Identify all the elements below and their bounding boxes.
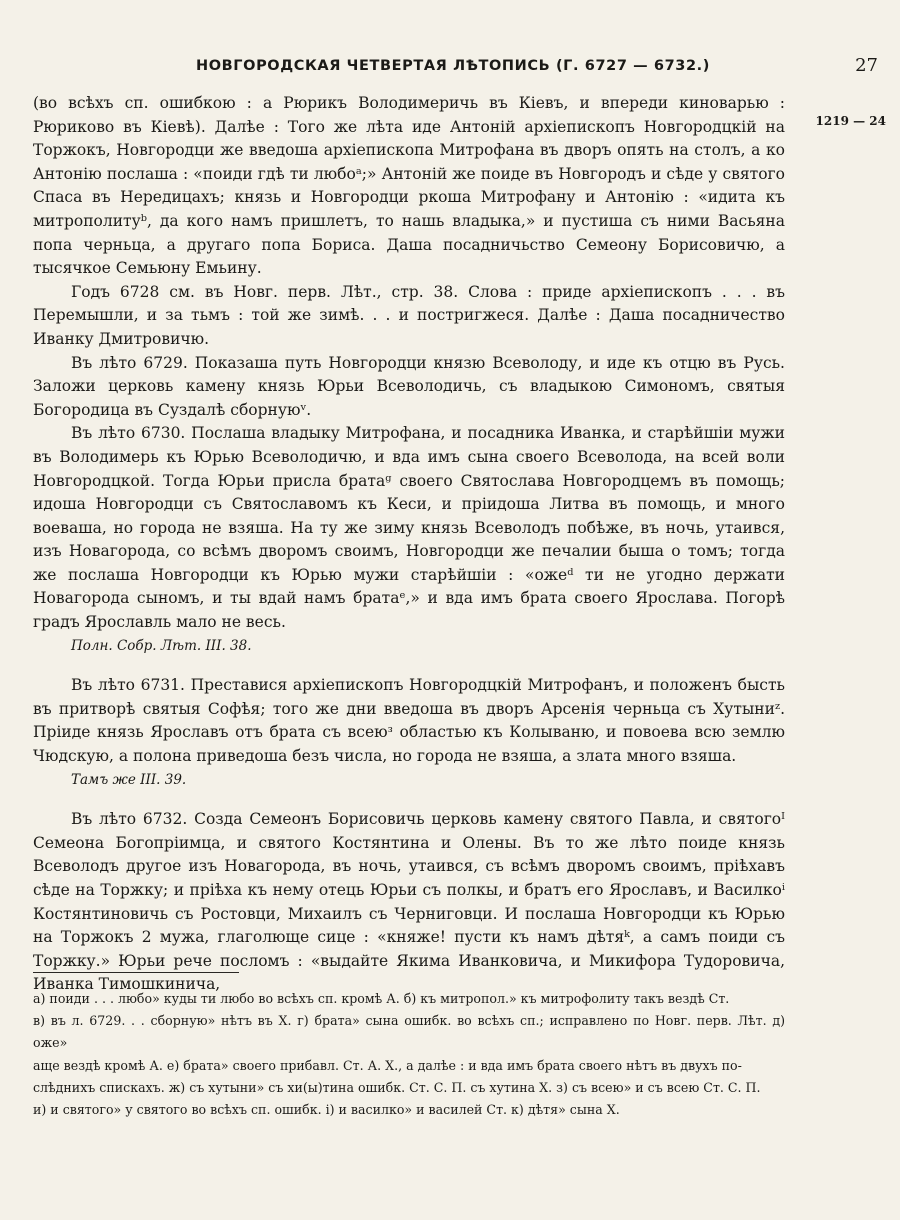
source-reference-1: Полн. Собр. Лѣт. III. 38.	[71, 637, 252, 654]
footnote-line: слѣднихъ спискахъ. ж) съ хутыни» съ хи(ы)тина ошибк. Ст. С. П. съ хутина Х. з) съ всею» и съ всею Ст. С. П.	[33, 1079, 761, 1095]
page-number: 27	[855, 55, 878, 76]
main-text	[33, 92, 785, 997]
page-header	[28, 55, 878, 82]
paragraph-2: Годъ 6728 см. въ Новг. перв. Лѣт., стр. 38. Слова : приде архіепископъ . . . въ Перемышли, и за тьмъ : той же зимѣ. . . и постригжеся. Далѣе : Даша посадничество Иванку Дмитровичю.	[33, 282, 785, 348]
paragraph-6: Въ лѣто 6732. Созда Семеонъ Борисовичь церковь камену святого Павла, и святогоᴵ Семеона Богопріимца, и святого Костянтина и Олены. Въ то же лѣто поиде князь Всеволодъ другое изъ Новагорода, въ ночь, утаився, съ всѣмъ дворомъ своимъ, пріѣхавъ сѣде на Торжку; и пріѣха къ нему отець Юрьи съ полкы, и братъ его Ярославъ, и Василкоⁱ Костянтиновичь съ Ростовци, Михаилъ съ Черниговци. И послаша Новгородци къ Юрью на Торжокъ 2 мужа, глаголюще сице : «княже! пусти къ намъ дѣтяᵏ, а самъ поиди съ Торжку.» Юрьи рече посломъ : «выдайте Якима Иванковича, и Микифора Тудоровича, Иванка Тимошкинича,	[33, 810, 785, 994]
footnote-divider	[33, 972, 239, 973]
paragraph-1: (во всѣхъ сп. ошибкою : а Рюрикъ Володимеричь въ Кіевъ, и впереди киноварью : Рюриково въ Кіевѣ). Далѣе : Того же лѣта иде Антоній архіепископъ Новгородцкій на Торжокъ, Новгородци же введоша архіепископа Митрофана въ дворъ опять на столъ, а ко Антонію послаша : «поиди гдѣ ти любоᵃ;» Антоній же поиде въ Новгородъ и сѣде у святого Спаса въ Нередицахъ; князь и Новгородци ркоша Митрофану и Антонію : «идита къ митрополитуᵇ, да кого намъ пришлетъ, то нашь владыка,» и пустиша съ ними Васьяна попа черньца, а другаго попа Бориса. Даша посадничьство Семеону Борисовичю, а тысячкое Семьюну Емьину.	[33, 94, 785, 278]
paragraph-4: Въ лѣто 6730. Послаша владыку Митрофана, и посадника Иванка, и старѣйшіи мужи въ Володимерь къ Юрью Всеволодичю, и вда имъ сына своего Всеволода, на всей воли Новгородцкой. Тогда Юрьи присла братаᵍ своего Святослава Новгородцемъ въ помощь; идоша Новгородци съ Святославомъ къ Кеси, и пріидоша Литва въ помощь, и много воеваша, но города не взяша. На ту же зиму князь Всеволодъ побѣже, въ ночь, утаився, изъ Новагорода, со всѣмъ дворомъ своимъ, Новгородци же печалии быша о томъ; тогда же послаша Новгородци къ Юрью мужи старѣйшіи : «ожеᵈ ти не угодно держати Новагорода сыномъ, и ты вдай намъ братаᵉ,» и вда имъ брата своего Ярослава. Погорѣ градъ Ярославль мало не весь.	[33, 424, 785, 632]
paragraph-3: Въ лѣто 6729. Показаша путь Новгородци князю Всеволоду, и иде къ отцю въ Русь. Заложи церковь камену князь Юрьи Всеволодичь, съ владыкою Симономъ, святыя Богородица въ Суздалѣ сборнуюᵛ.	[33, 353, 785, 419]
footnote-line: а) поиди . . . любо» куды ти любо во всѣхъ сп. кромѣ А. б) къ митропол.» къ митрофолиту такъ вездѣ Ст.	[33, 991, 730, 1006]
footnotes	[33, 988, 785, 1121]
margin-year-note: 1219 — 24	[815, 114, 886, 128]
footnote-line: аще вездѣ кромѣ А. е) брата» своего прибавл. Ст. А. Х., а далѣе : и вда имъ брата своего нѣтъ въ двухъ по-	[33, 1057, 742, 1073]
source-reference-2: Тамъ же III. 39.	[71, 771, 187, 788]
paragraph-5: Въ лѣто 6731. Преставися архіепископъ Новгородцкій Митрофанъ, и положенъ бысть въ притворѣ святыя Софѣя; того же дни введоша въ дворъ Арсенія черньца съ Хутыниᶻ. Пріиде князь Ярославъ отъ брата съ всеюᶟ областью къ Колываню, и повоева всю землю Чюдскую, а полона приведоша безъ числа, но города не взяша, а злата много взяша.	[33, 676, 785, 766]
footnote-line: и) и святого» у святого во всѣхъ сп. ошибк. і) и василко» и василей Ст. к) дѣтя» сына Х.	[33, 1102, 620, 1118]
running-title: НОВГОРОДСКАЯ ЧЕТВЕРТАЯ ЛѢТОПИСЬ (Г. 6727 — 6732.)	[195, 58, 711, 74]
footnote-line: в) въ л. 6729. . . сборную» нѣтъ въ Х. г) брата» сына ошибк. во всѣхъ сп.; исправлено по Новг. перв. Лѣт. д) оже»	[33, 1013, 785, 1051]
